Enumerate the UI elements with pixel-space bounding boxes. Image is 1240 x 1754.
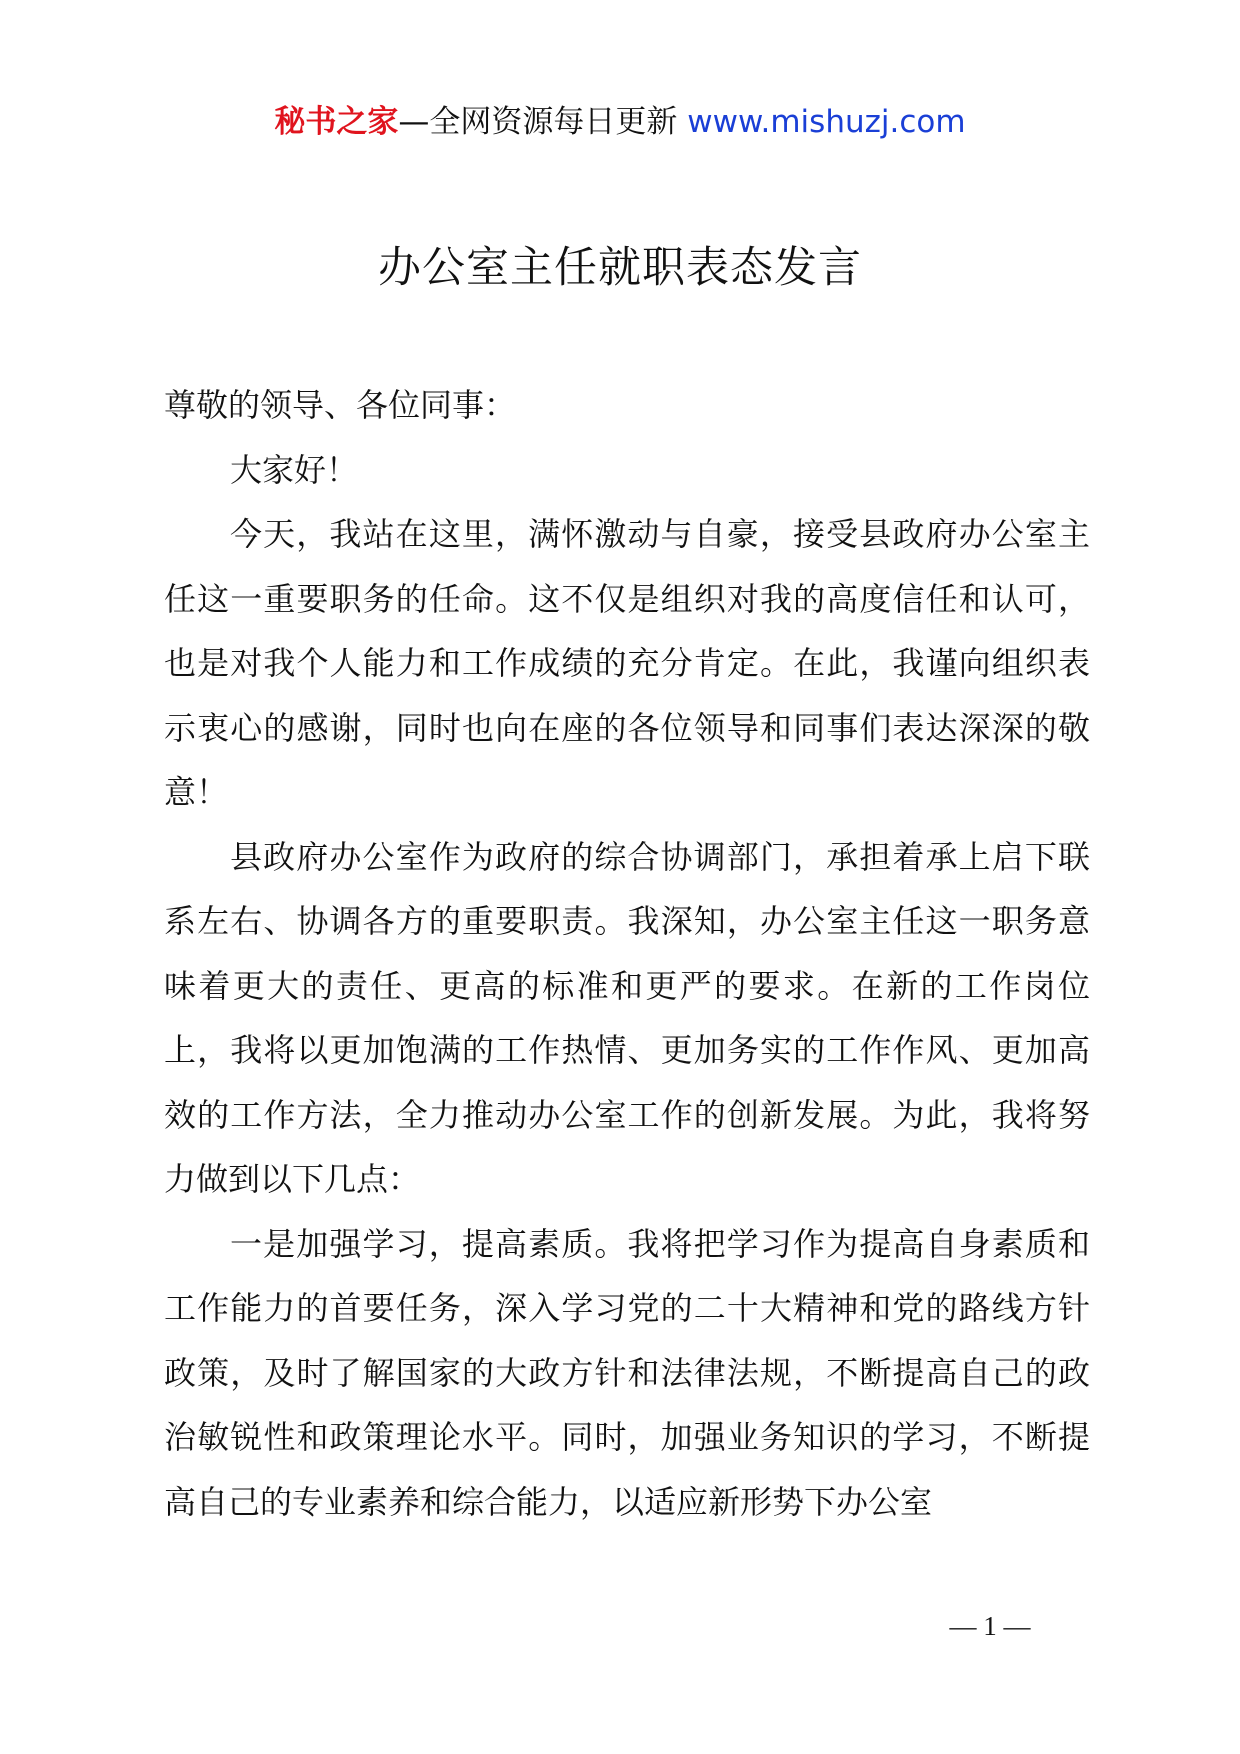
header-tagline: —全网资源每日更新	[398, 104, 678, 140]
document-title: 办公室主任就职表态发言	[378, 243, 862, 293]
salutation: 尊敬的领导、各位同事：	[164, 386, 517, 424]
page-number: — 1 —	[949, 1611, 1031, 1641]
paragraph-greeting: 大家好！	[230, 450, 359, 489]
site-header	[0, 100, 1240, 144]
site-url-link[interactable]: www.mishuzj.com	[687, 104, 966, 140]
document-body	[164, 373, 1090, 1534]
paragraph: 今天，我站在这里，满怀激动与自豪，接受县政府办公室主任这一重要职务的任命。这不仅是组织对我的高度信任和认可，也是对我个人能力和工作成绩的充分肯定。在此，我谨向组织表示衷心的感谢，同时也向在座的各位领导和同事们表达深深的敬意！	[164, 515, 1090, 811]
brand-name: 秘书之家	[274, 104, 399, 140]
paragraph: 一是加强学习，提高素质。我将把学习作为提高自身素质和工作能力的首要任务，深入学习党的二十大精神和党的路线方针政策，及时了解国家的大政方针和法律法规，不断提高自己的政治敏锐性和政策理论水平。同时，加强业务知识的学习，不断提高自己的专业素养和综合能力，以适应新形势下办公室	[164, 1224, 1090, 1521]
paragraph: 县政府办公室作为政府的综合协调部门，承担着承上启下联系左右、协调各方的重要职责。我深知，办公室主任这一职务意味着更大的责任、更高的标准和更严的要求。在新的工作岗位上，我将以更加饱满的工作热情、更加务实的工作作风、更加高效的工作方法，全力推动办公室工作的创新发展。为此，我将努力做到以下几点：	[164, 837, 1090, 1198]
